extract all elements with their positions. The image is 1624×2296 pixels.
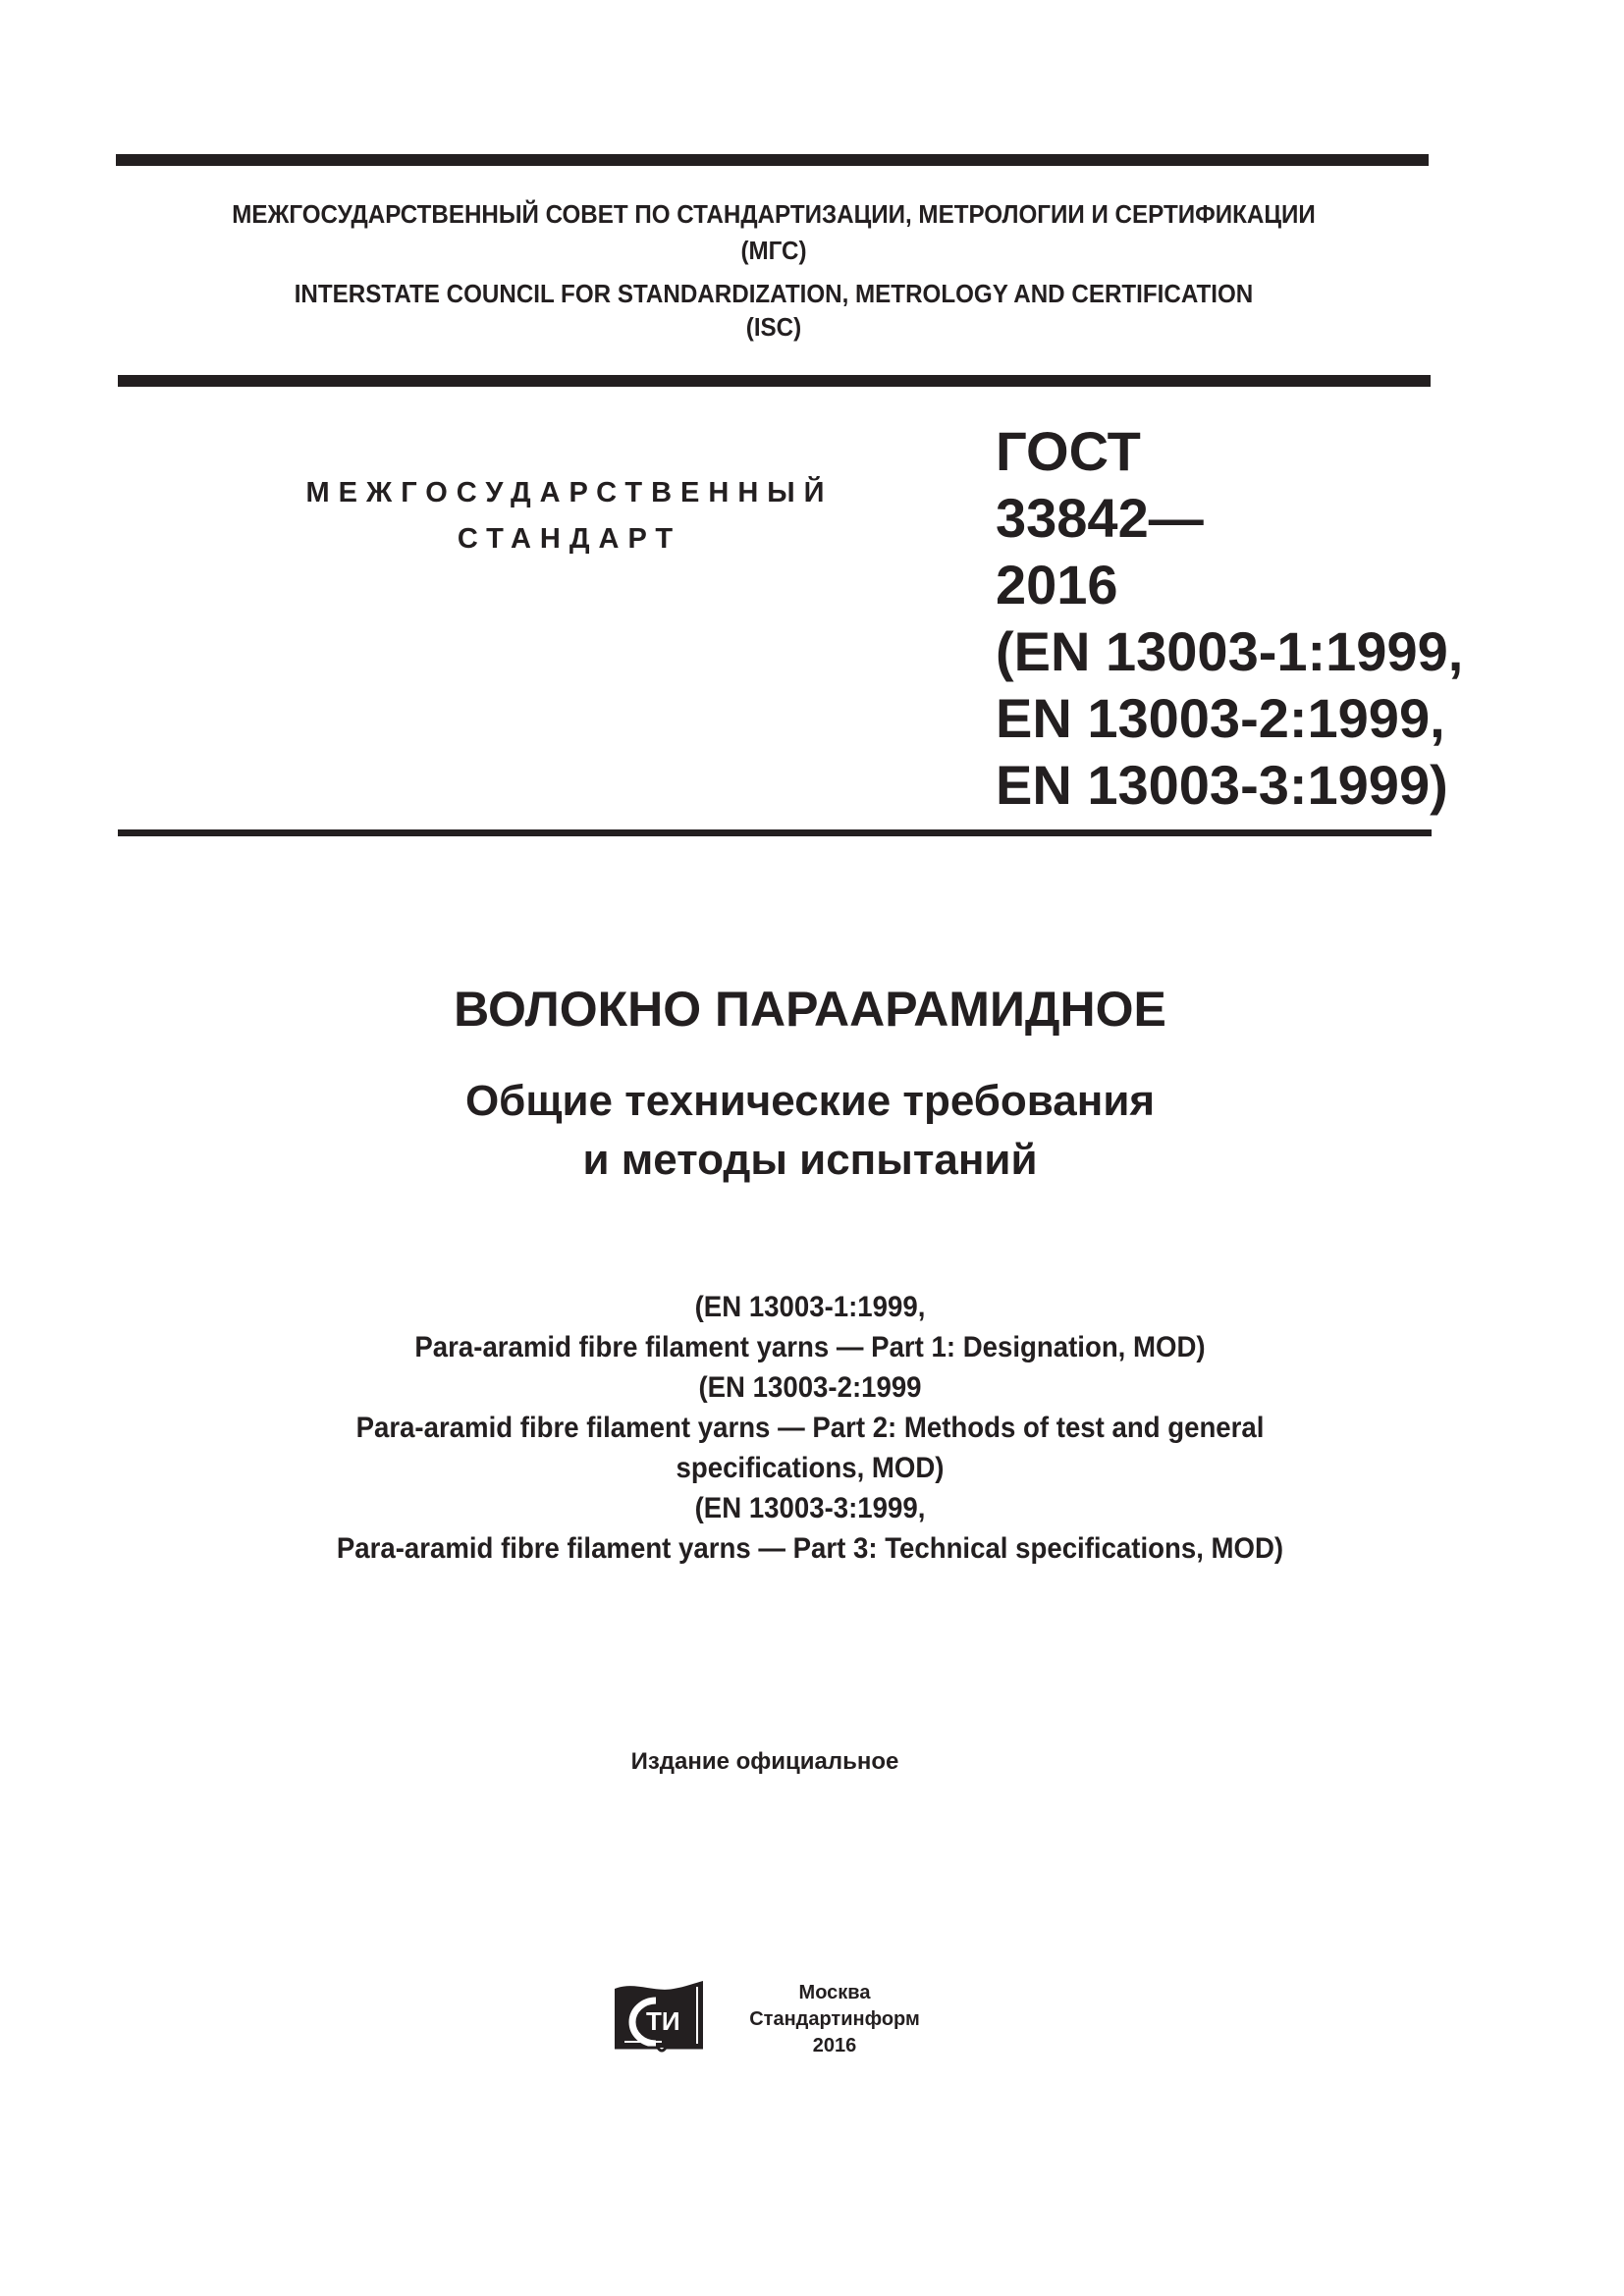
council-ru-abbr: (МГС) [740,236,807,265]
header-bottom-rule [118,375,1431,387]
reference-line: (EN 13003-1:1999, [694,1291,926,1323]
reference-line: specifications, MOD) [676,1452,945,1484]
standard-type-line1: МЕЖГОСУДАРСТВЕННЫЙ [305,477,834,508]
council-en-abbr: (ISC) [745,312,802,342]
standard-type-line2: СТАНДАРТ [457,523,682,555]
standard-designation [996,418,1463,819]
document-subtitle-line2: и методы испытаний [582,1136,1038,1184]
standartinform-logo-icon [611,1979,707,2056]
council-en: INTERSTATE COUNCIL FOR STANDARDIZATION, METROLOGY AND CERTIFICATION [294,279,1254,308]
top-rule [116,154,1429,166]
reference-line: Para-aramid fibre filament yarns — Part 3: Technical specifications, MOD) [336,1532,1284,1565]
publisher-city: Москва [798,1982,871,2003]
designation-line: 33842— [996,487,1204,549]
designation-line: EN 13003-3:1999) [996,754,1448,816]
publisher-name: Стандартинформ [749,2008,920,2030]
reference-line: Para-aramid fibre filament yarns — Part 2: Methods of test and general [355,1412,1265,1444]
publisher-year: 2016 [812,2035,857,2056]
council-ru: МЕЖГОСУДАРСТВЕННЫЙ СОВЕТ ПО СТАНДАРТИЗАЦИИ, МЕТРОЛОГИИ И СЕРТИФИКАЦИИ [232,199,1316,229]
reference-line: (EN 13003-2:1999 [698,1371,922,1404]
reference-line: Para-aramid fibre filament yarns — Part 1: Designation, MOD) [414,1331,1206,1363]
edition-label: Издание официальное [630,1748,899,1775]
document-title: ВОЛОКНО ПАРААРАМИДНОЕ [454,982,1166,1037]
designation-line: EN 13003-2:1999, [996,687,1445,749]
svg-text:ТИ: ТИ [646,2006,680,2036]
document-subtitle-line1: Общие технические требования [464,1077,1156,1125]
designation-line: 2016 [996,554,1118,615]
publisher-block [746,1980,923,2059]
reference-line: (EN 13003-3:1999, [694,1492,926,1524]
designation-line: (EN 13003-1:1999, [996,620,1464,682]
designation-line: ГОСТ [996,420,1141,482]
en-references [155,1287,1465,1569]
designation-bottom-rule [118,829,1432,836]
